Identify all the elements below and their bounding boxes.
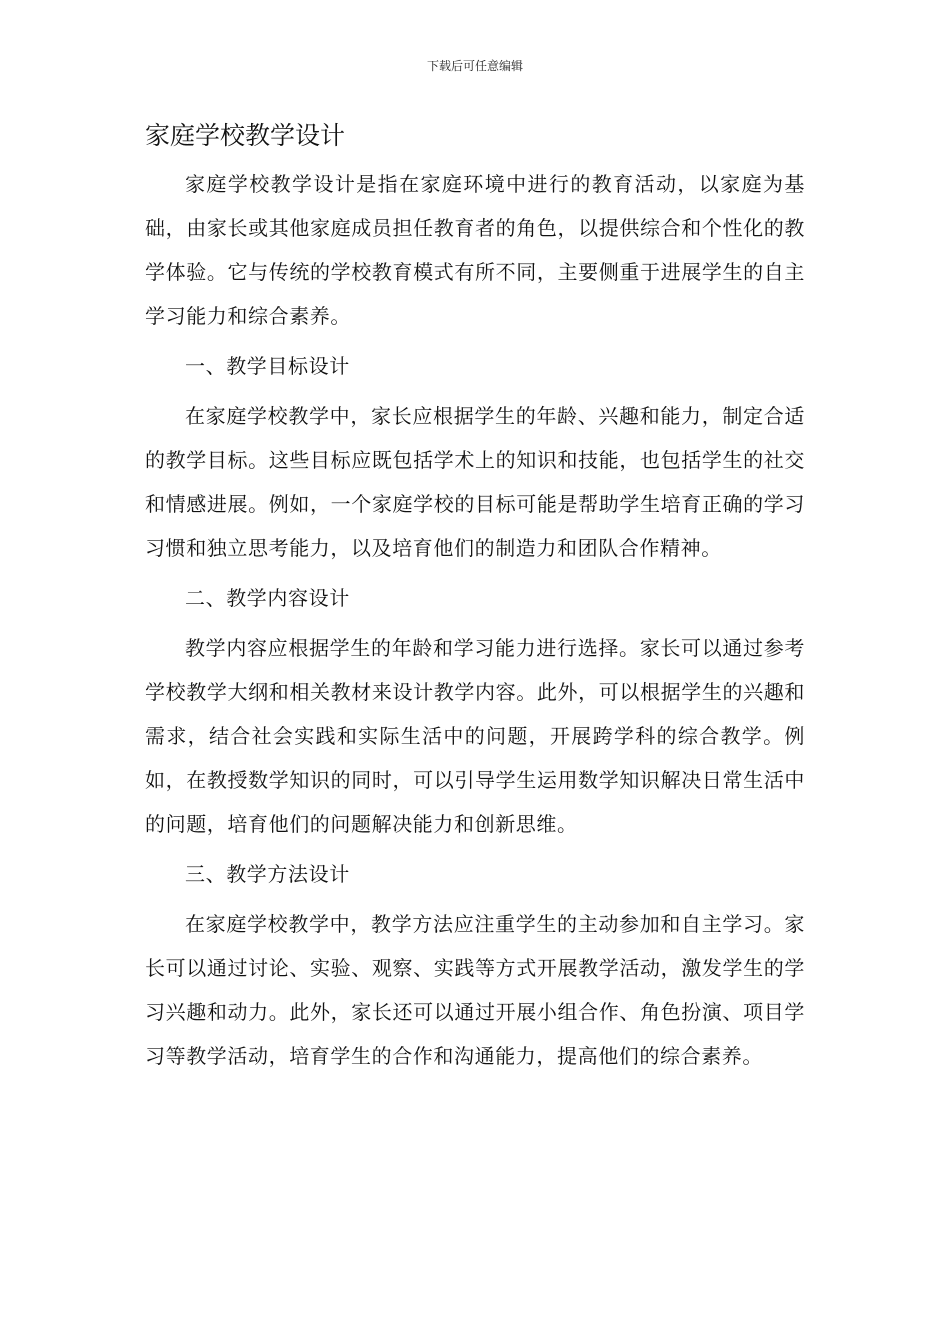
document-title: 家庭学校教学设计: [145, 121, 346, 150]
document-body: [145, 162, 805, 1084]
content-paragraph: 教学内容应根据学生的年龄和学习能力进行选择。家长可以通过参考学校教学大纲和相关教材来设计教学内容。此外，可以根据学生的兴趣和需求，结合社会实践和实际生活中的问题，开展跨学科的综合教学。例如，在教授数学知识的同时，可以引导学生运用数学知识解决日常生活中的问题，培育他们的问题解决能力和创新思维。: [145, 636, 805, 836]
section-heading-content: 二、教学内容设计: [185, 586, 350, 610]
intro-paragraph: 家庭学校教学设计是指在家庭环境中进行的教育活动，以家庭为基础，由家长或其他家庭成员担任教育者的角色，以提供综合和个性化的教学体验。它与传统的学校教育模式有所不同，主要侧重于进展学生的自主学习能力和综合素养。: [145, 172, 805, 328]
methods-paragraph: 在家庭学校教学中，教学方法应注重学生的主动参加和自主学习。家长可以通过讨论、实验、观察、实践等方式开展教学活动，激发学生的学习兴趣和动力。此外，家长还可以通过开展小组合作、角色扮演、项目学习等教学活动，培育学生的合作和沟通能力，提高他们的综合素养。: [145, 912, 805, 1068]
goals-paragraph: 在家庭学校教学中，家长应根据学生的年龄、兴趣和能力，制定合适的教学目标。这些目标应既包括学术上的知识和技能，也包括学生的社交和情感进展。例如，一个家庭学校的目标可能是帮助学生培育正确的学习习惯和独立思考能力，以及培育他们的制造力和团队合作精神。: [145, 404, 805, 560]
section-heading-methods: 三、教学方法设计: [185, 862, 350, 886]
section-heading-goals: 一、教学目标设计: [185, 354, 350, 378]
header-note: 下载后可任意编辑: [426, 59, 523, 73]
